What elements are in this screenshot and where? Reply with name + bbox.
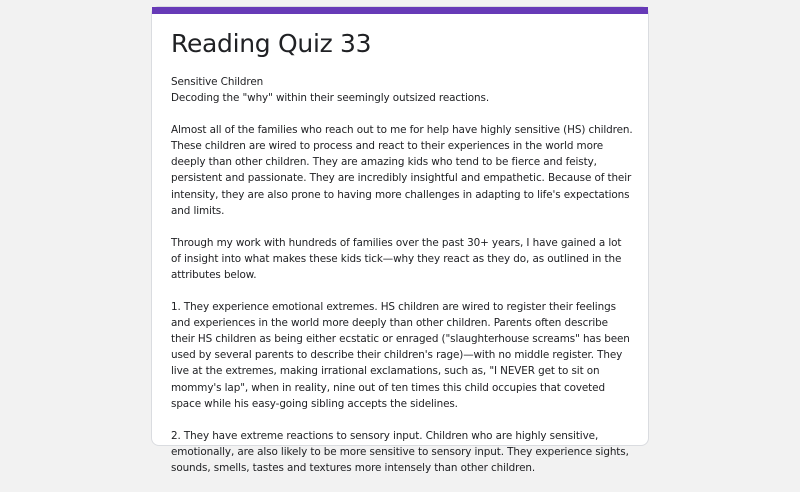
form-title: Reading Quiz 33	[171, 29, 372, 58]
form-accent-bar	[152, 7, 648, 14]
description-paragraph: 1. They experience emotional extremes. HS children are wired to register their feelings and experiences in the world more deeply than other children. Parents often describe their HS children as being either ecstatic or enraged ("slaughterhouse screams" has been used by several parents to describe their children's rage)—with no middle register. They live at the extremes, making irrational exclamations, such as, "I NEVER get to sit on mommy's lap", when in reality, nine out of ten times this child occupies that coveted space while his easy-going sibling accepts the sidelines.	[171, 301, 630, 410]
form-header-body	[171, 29, 633, 492]
description-subtitle: Sensitive Children	[171, 76, 264, 88]
form-description	[171, 74, 633, 476]
description-paragraph: 2. They have extreme reactions to sensory input. Children who are highly sensitive, emotionally, are also likely to be more sensitive to sensory input. They experience sights, sounds, smells, tastes and textures more intensely than other children.	[171, 429, 629, 474]
description-paragraph: Through my work with hundreds of families over the past 30+ years, I have gained a lot of insight into what makes these kids tick—why they react as they do, as outlined in the attributes below.	[171, 236, 622, 281]
form-header-card	[151, 6, 649, 474]
description-tagline: Decoding the "why" within their seemingly outsized reactions.	[171, 92, 490, 105]
description-paragraph: Almost all of the families who reach out to me for help have highly sensitive (HS) children. These children are wired to process and react to their experiences in the world more deeply than other children. They are amazing kids who tend to be fierce and feisty, persistent and passionate. They are incredibly insightful and empathetic. Because of their intensity, they are also prone to having more challenges in adapting to life's expectations and limits.	[171, 124, 633, 217]
